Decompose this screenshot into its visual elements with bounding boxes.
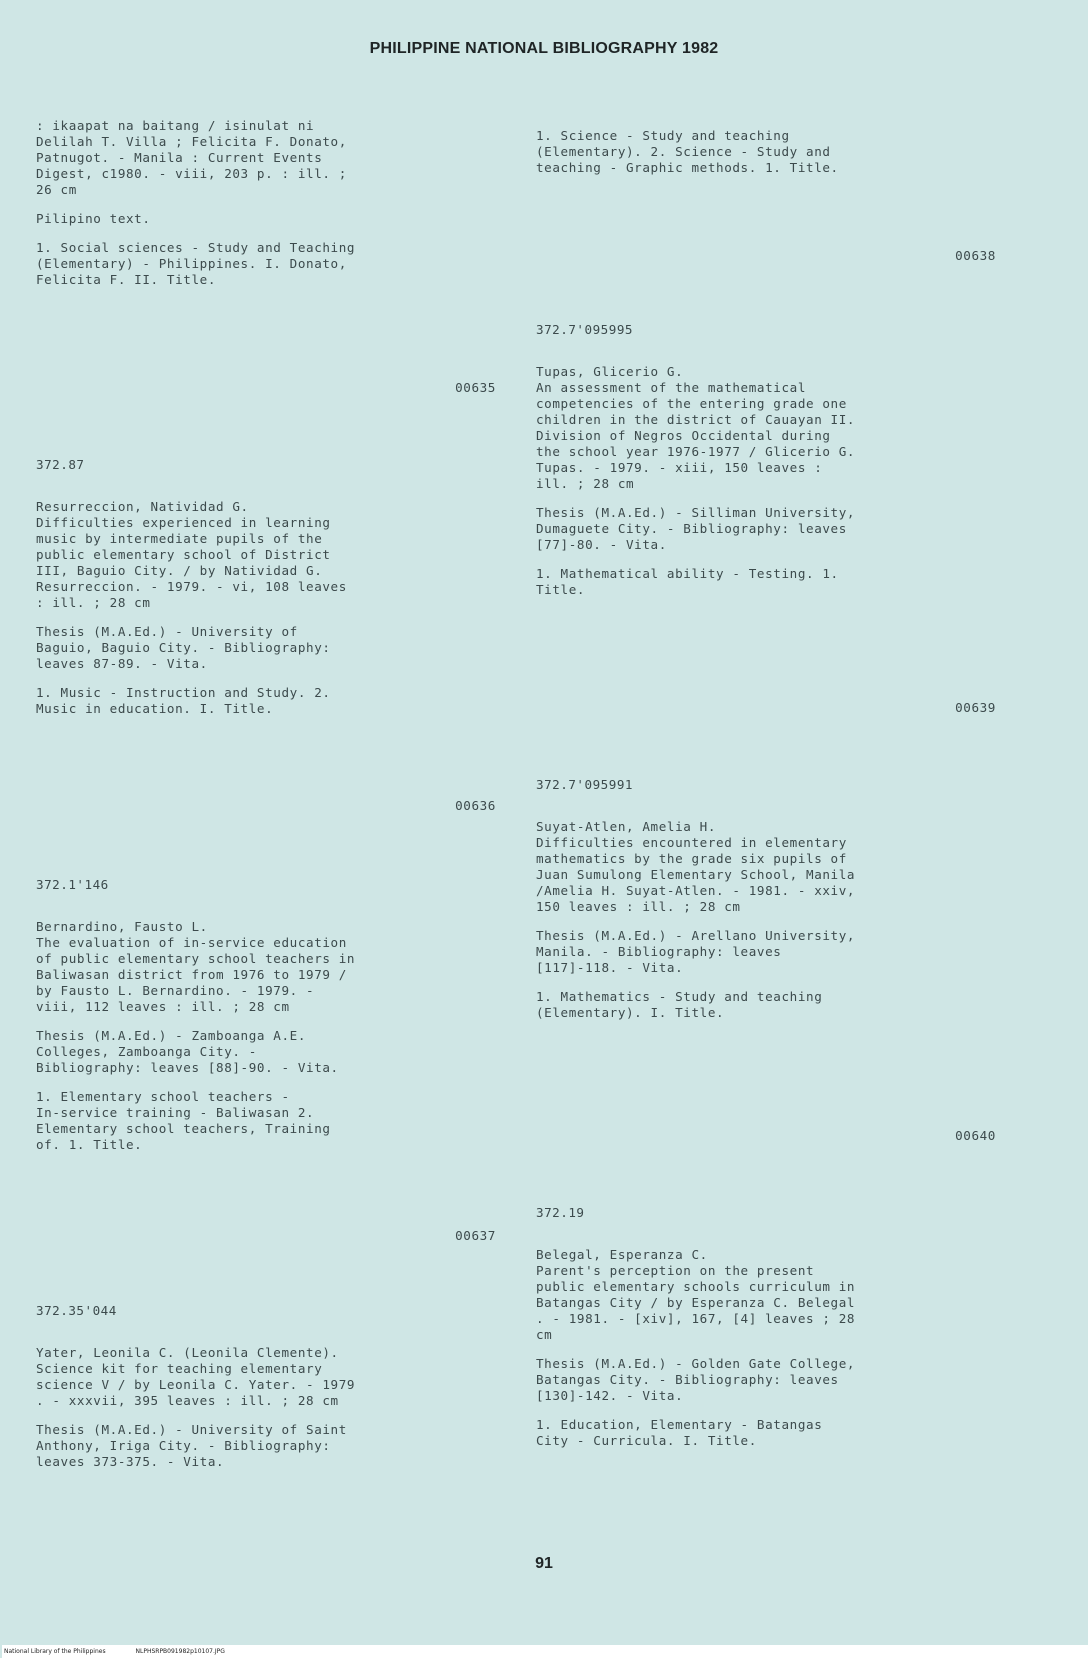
bibliographic-entry — [536, 322, 996, 611]
page-number: 91 — [535, 1555, 553, 1572]
record-number: 00640 — [955, 1128, 996, 1143]
record-number: 00638 — [955, 248, 996, 263]
entry-paragraph: 1. Education, Elementary - Batangas City - Curricula. I. Title. — [536, 1417, 823, 1448]
call-number: 372.7'095995 — [536, 322, 633, 337]
entry-paragraph: Bernardino, Fausto L. The evaluation of in-service education of public elementary school teachers in Baliwasan district from 1976 to 1979 / by Fausto L. Bernardino. - 1979. - viii, 112 leaves : ill. ; 28 cm — [36, 919, 356, 1014]
entry-paragraph: : ikaapat na baitang / isinulat ni Delilah T. Villa ; Felicita F. Donato, Patnugot. - Manila : Current Events Digest, c1980. - viii, 203 p. : ill. ; 26 cm — [36, 118, 347, 197]
entry-paragraph: Belegal, Esperanza C. Parent's perception on the present public elementary schools curriculum in Batangas City / by Esperanza C. Belegal . - 1981. - [xiv], 167, [4] leaves ; 28 cm — [536, 1247, 856, 1342]
footer-file-id: NLPHSRPB091982p10107.JPG — [135, 1648, 225, 1655]
entry-paragraph: 1. Elementary school teachers - In-service training - Baliwasan 2. Elementary school teachers, Training of. 1. Title. — [36, 1089, 331, 1152]
bibliographic-entry — [36, 1303, 496, 1483]
call-number: 372.35'044 — [36, 1303, 117, 1318]
scan-footer — [2, 1645, 1088, 1658]
entry-paragraph: Thesis (M.A.Ed.) - Zamboanga A.E. Colleges, Zamboanga City. - Bibliography: leaves [88]-90. - Vita. — [36, 1028, 339, 1075]
record-number: 00636 — [455, 798, 496, 813]
entry-paragraph: Tupas, Glicerio G. An assessment of the mathematical competencies of the entering grade one children in the district of Cauayan II. Division of Negros Occidental during the school year 1976-1977 / Glicerio G. Tupas. - 1979. - xiii, 150 leaves : ill. ; 28 cm — [536, 364, 856, 491]
bibliographic-entry — [536, 128, 996, 189]
entry-paragraph: 1. Music - Instruction and Study. 2. Music in education. I. Title. — [36, 685, 331, 716]
entry-paragraph: Yater, Leonila C. (Leonila Clemente). Science kit for teaching elementary science V / by Leonila C. Yater. - 1979 . - xxxvii, 395 leaves : ill. ; 28 cm — [36, 1345, 356, 1408]
call-number: 372.19 — [536, 1205, 585, 1220]
footer-library: National Library of the Philippines — [4, 1648, 106, 1655]
call-number: 372.7'095991 — [536, 777, 633, 792]
record-number: 00635 — [455, 380, 496, 395]
entry-paragraph: Thesis (M.A.Ed.) - Arellano University, Manila. - Bibliography: leaves [117]-118. - Vita. — [536, 928, 856, 975]
entry-paragraph: 1. Social sciences - Study and Teaching (Elementary) - Philippines. I. Donato, Felicita F. II. Title. — [36, 240, 356, 287]
entry-paragraph: Pilipino text. — [36, 211, 151, 226]
record-number: 00637 — [455, 1228, 496, 1243]
entry-paragraph: 1. Mathematical ability - Testing. 1. Title. — [536, 566, 839, 597]
entry-paragraph: Thesis (M.A.Ed.) - Silliman University, Dumaguete City. - Bibliography: leaves [77]-80. - Vita. — [536, 505, 856, 552]
bibliographic-entry — [536, 1205, 996, 1462]
record-number: 00639 — [955, 700, 996, 715]
call-number: 372.87 — [36, 457, 85, 472]
entry-paragraph: Suyat-Atlen, Amelia H. Difficulties encountered in elementary mathematics by the grade six pupils of Juan Sumulong Elementary School, Manila /Amelia H. Suyat-Atlen. - 1981. - xxiv, 150 leaves : ill. ; 28 cm — [536, 819, 856, 914]
bibliographic-entry — [36, 457, 496, 730]
bibliographic-entry — [36, 877, 496, 1166]
entry-paragraph: Thesis (M.A.Ed.) - University of Saint Anthony, Iriga City. - Bibliography: leaves 373-375. - Vita. — [36, 1422, 347, 1469]
entry-paragraph: Thesis (M.A.Ed.) - University of Baguio, Baguio City. - Bibliography: leaves 87-89. - Vita. — [36, 624, 331, 671]
entry-paragraph: 1. Science - Study and teaching (Elementary). 2. Science - Study and teaching - Graphic methods. 1. Title. — [536, 128, 839, 175]
entry-paragraph: Thesis (M.A.Ed.) - Golden Gate College, Batangas City. - Bibliography: leaves [130]-142. - Vita. — [536, 1356, 856, 1403]
bibliographic-entry — [36, 118, 496, 301]
page-header: PHILIPPINE NATIONAL BIBLIOGRAPHY 1982 — [369, 40, 719, 57]
entry-paragraph: Resurreccion, Natividad G. Difficulties experienced in learning music by intermediate pupils of the public elementary school of District III, Baguio City. / by Natividad G. Resurreccion. - 1979. - vi, 108 leaves : ill. ; 28 cm — [36, 499, 347, 610]
bibliographic-entry — [536, 777, 996, 1034]
call-number: 372.1'146 — [36, 877, 109, 892]
entry-paragraph: 1. Mathematics - Study and teaching (Elementary). I. Title. — [536, 989, 823, 1020]
